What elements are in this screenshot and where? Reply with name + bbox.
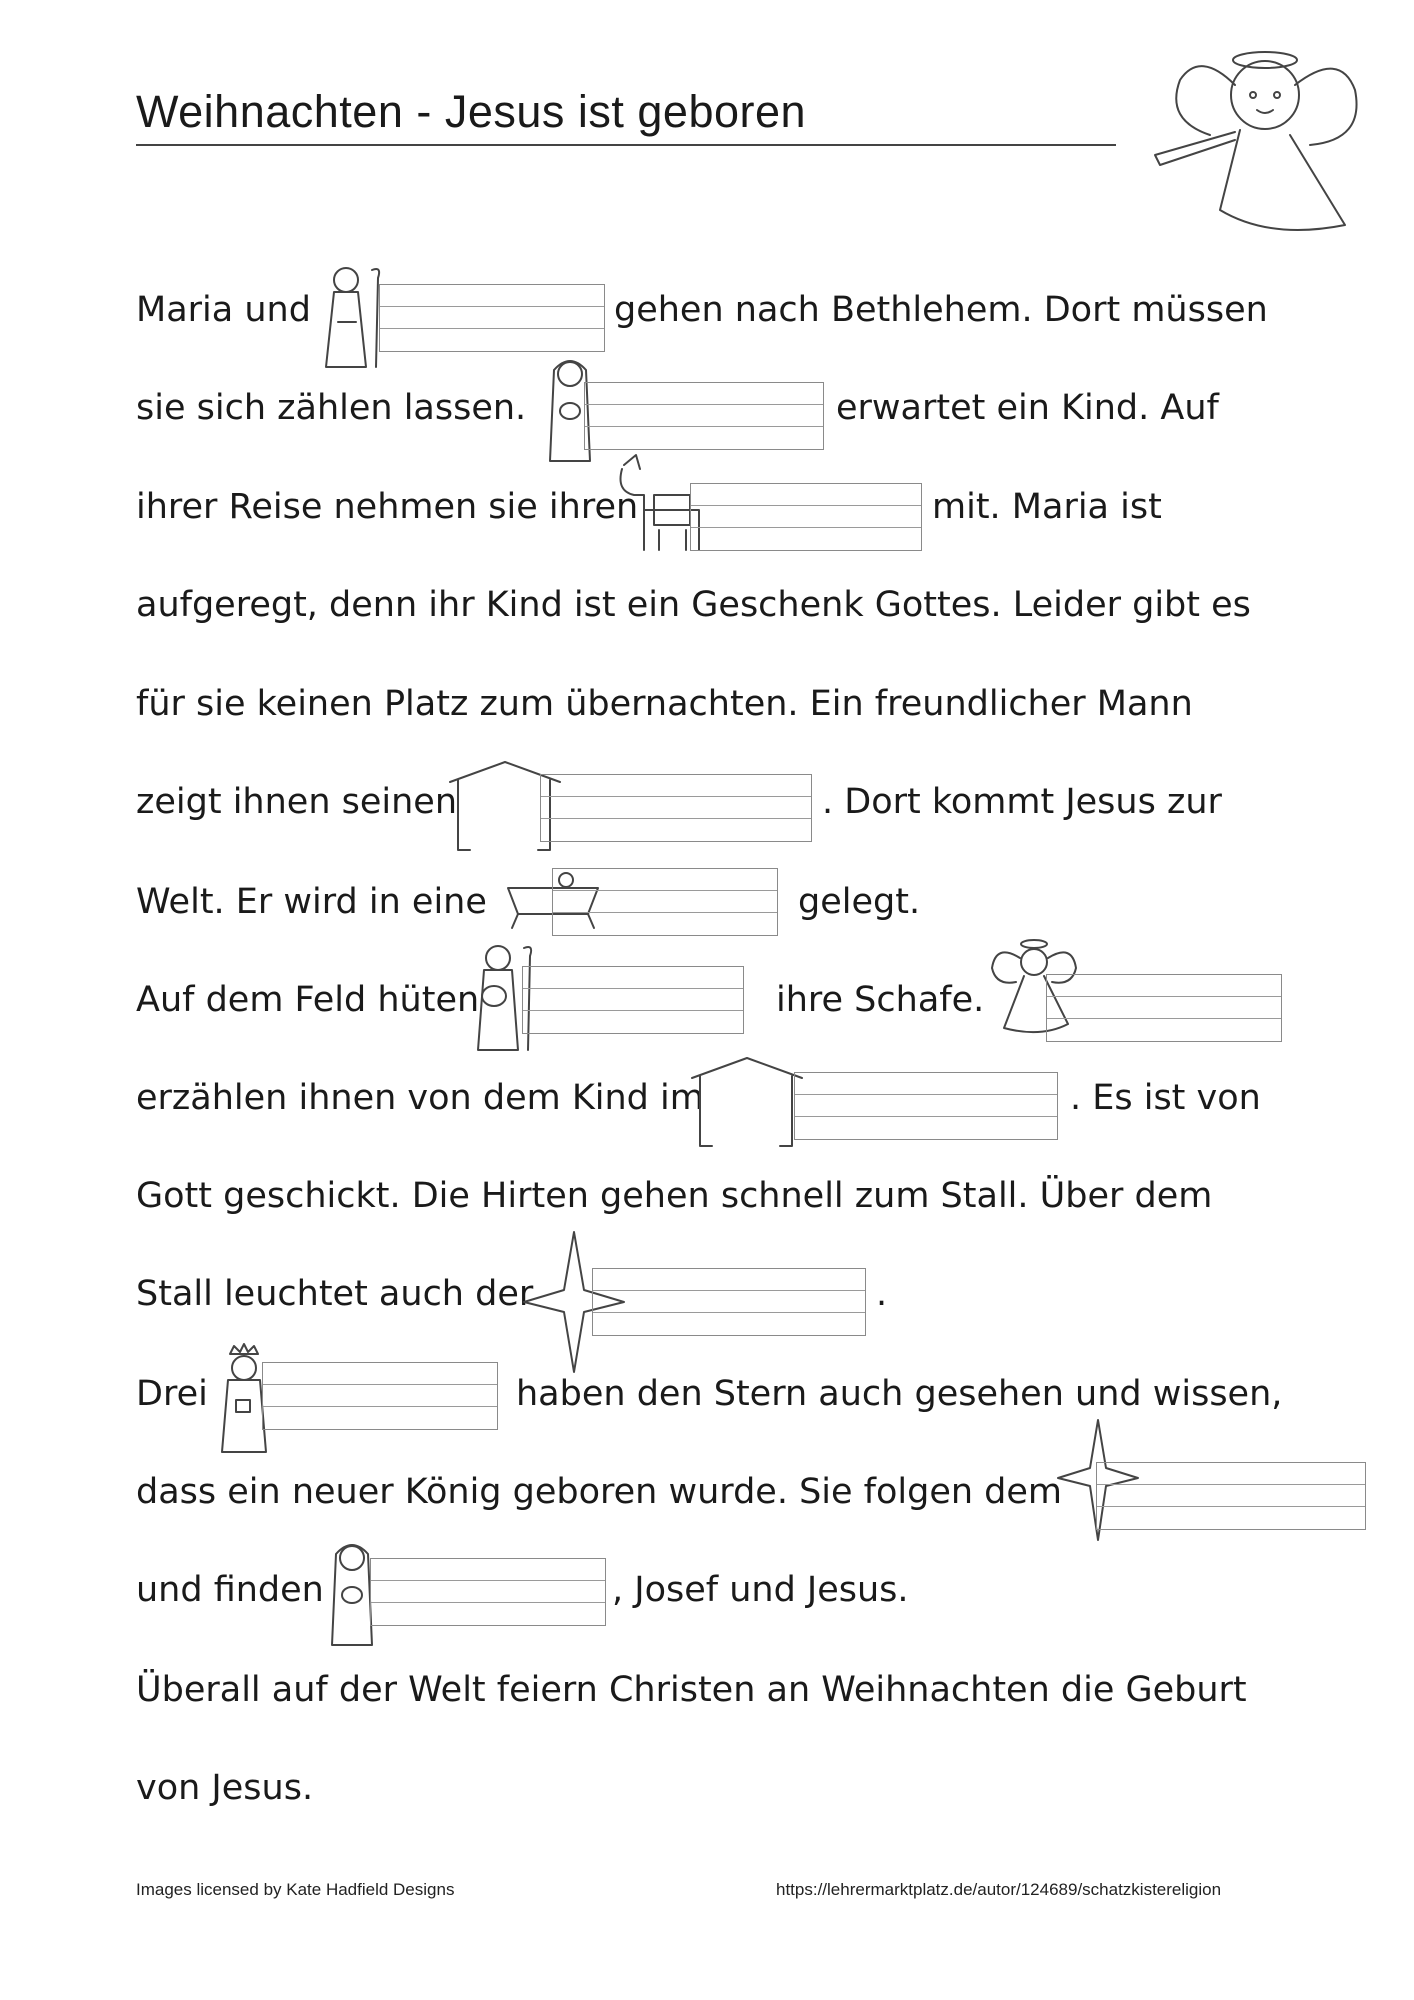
text-segment: ihrer Reise nehmen sie ihren [136, 487, 639, 527]
text-segment: sie sich zählen lassen. [136, 388, 527, 428]
answer-writing-lines[interactable] [379, 284, 605, 352]
answer-writing-lines[interactable] [794, 1072, 1058, 1140]
joseph-figure-icon [316, 262, 386, 381]
text-segment: aufgeregt, denn ihr Kind ist ein Geschenk Gottes. Leider gibt es [136, 585, 1251, 625]
text-segment: Welt. Er wird in eine [136, 882, 487, 922]
text-segment: ihre Schafe. [776, 980, 985, 1020]
stable-icon [692, 1058, 802, 1157]
text-segment: . Es ist von [1070, 1078, 1261, 1118]
text-segment: für sie keinen Platz zum übernachten. Ein freundlicher Mann [136, 684, 1193, 724]
text-segment: . [876, 1274, 888, 1314]
footer-credit: Images licensed by Kate Hadfield Designs [136, 1880, 455, 1899]
answer-writing-lines[interactable] [690, 483, 922, 551]
text-segment: gelegt. [798, 882, 921, 922]
answer-writing-lines[interactable] [370, 1558, 606, 1626]
text-segment: haben den Stern auch gesehen und wissen, [516, 1374, 1283, 1414]
text-segment: Maria und [136, 290, 311, 330]
text-segment: Überall auf der Welt feiern Christen an Weihnachten die Geburt [136, 1670, 1247, 1710]
answer-writing-lines[interactable] [552, 868, 778, 936]
angel-with-trumpet-icon [1140, 40, 1380, 254]
text-segment: erwartet ein Kind. Auf [836, 388, 1219, 428]
page-title: Weihnachten - Jesus ist geboren [136, 86, 807, 137]
text-segment: mit. Maria ist [932, 487, 1162, 527]
text-segment: . Dort kommt Jesus zur [822, 782, 1222, 822]
answer-writing-lines[interactable] [522, 966, 744, 1034]
text-segment: erzählen ihnen von dem Kind im [136, 1078, 704, 1118]
text-segment: gehen nach Bethlehem. Dort müssen [614, 290, 1268, 330]
text-segment: dass ein neuer König geboren wurde. Sie folgen dem [136, 1472, 1063, 1512]
text-segment: Stall leuchtet auch der [136, 1274, 534, 1314]
text-segment: Auf dem Feld hüten [136, 980, 480, 1020]
answer-writing-lines[interactable] [584, 382, 824, 450]
answer-writing-lines[interactable] [592, 1268, 866, 1336]
answer-writing-lines[interactable] [262, 1362, 498, 1430]
answer-writing-lines[interactable] [1046, 974, 1282, 1042]
text-segment: und finden [136, 1570, 324, 1610]
footer-link[interactable]: https://lehrermarktplatz.de/autor/124689/schatzkistereligion [776, 1880, 1222, 1899]
answer-writing-lines[interactable] [540, 774, 812, 842]
text-segment: von Jesus. [136, 1768, 314, 1808]
text-segment: , Josef und Jesus. [612, 1570, 909, 1610]
title-underline [136, 144, 1116, 146]
text-segment: zeigt ihnen seinen [136, 782, 458, 822]
answer-writing-lines[interactable] [1096, 1462, 1366, 1530]
text-segment: Drei [136, 1374, 208, 1414]
text-segment: Gott geschickt. Die Hirten gehen schnell zum Stall. Über dem [136, 1176, 1213, 1216]
